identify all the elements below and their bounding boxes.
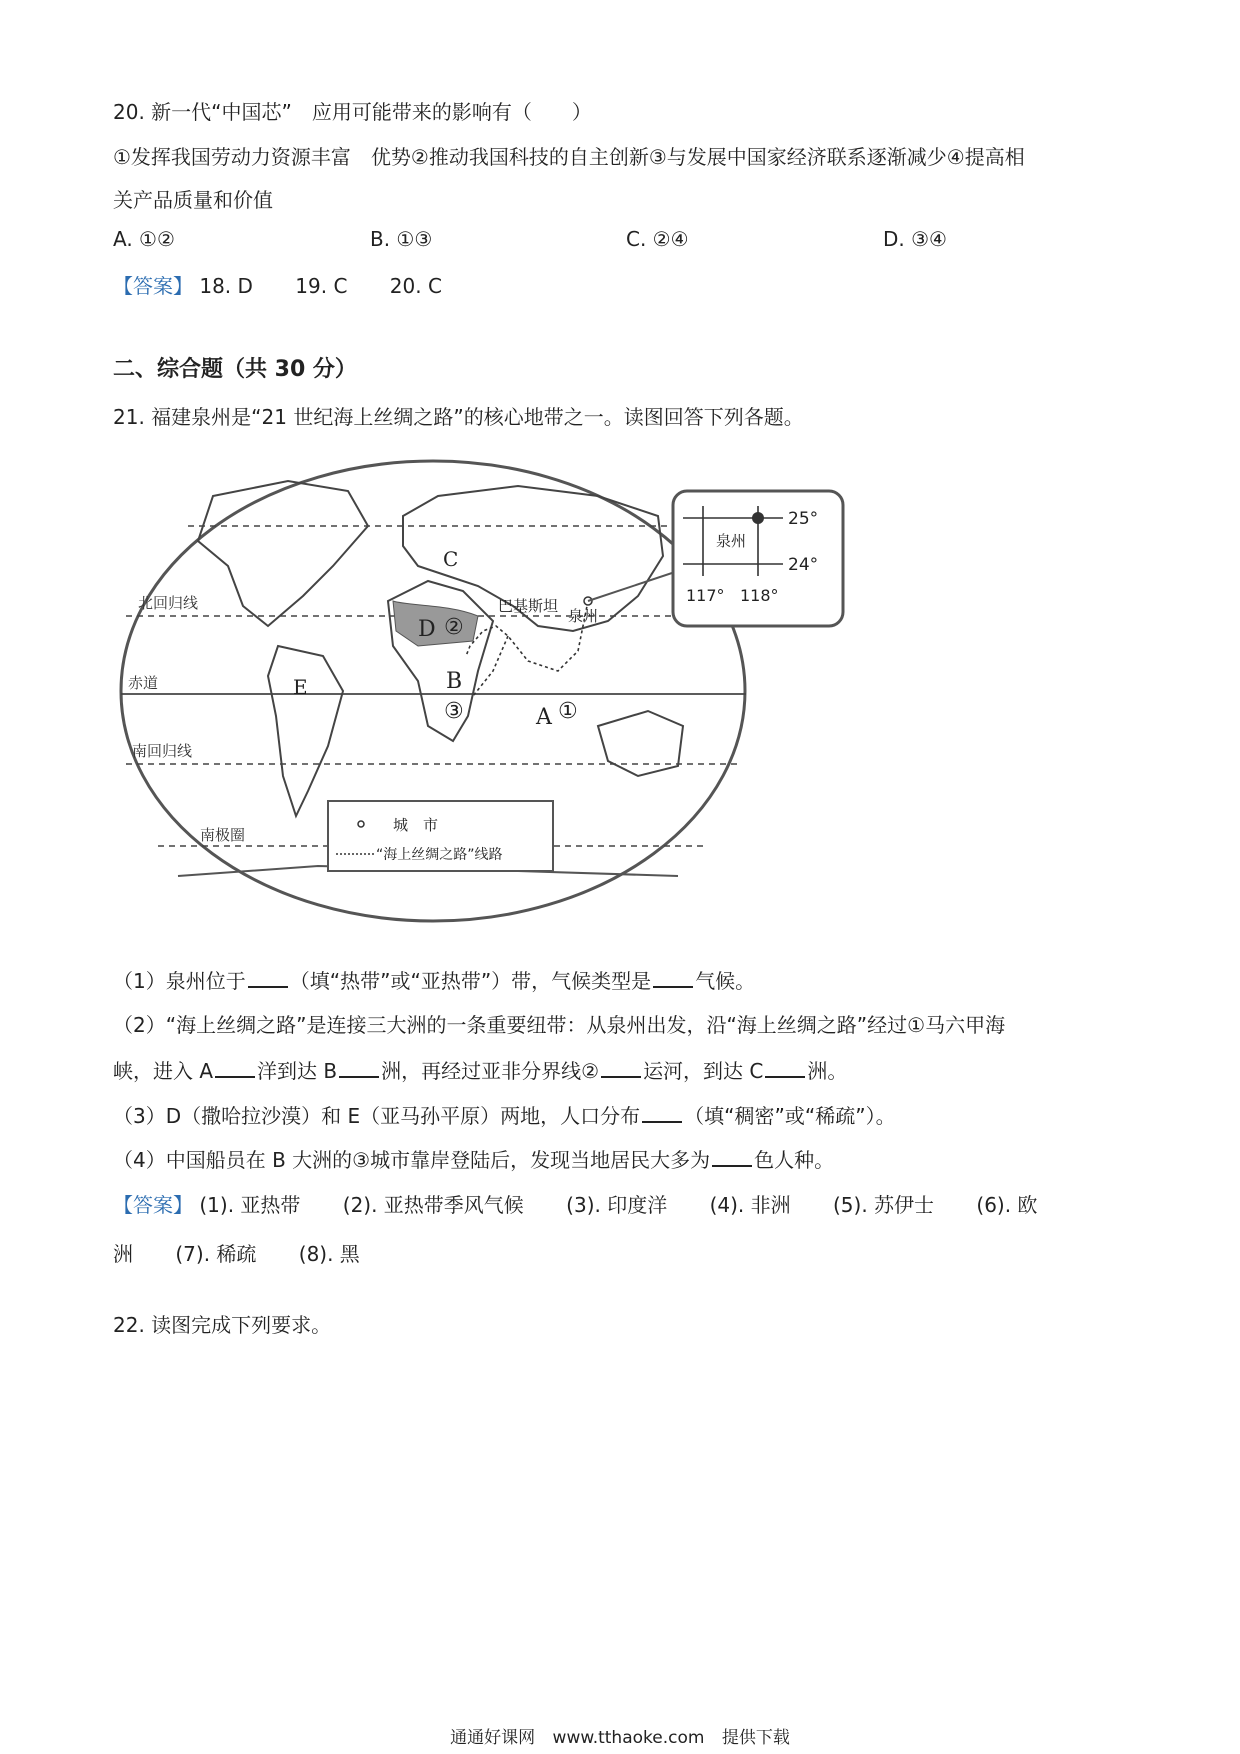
q21-part4: [113, 1144, 834, 1173]
answer-item: (5). 苏伊士: [832, 1193, 935, 1217]
tropic-capricorn-label: 南回归线: [132, 742, 193, 760]
answer-item: (7). 稀疏: [175, 1242, 257, 1266]
inset-lat1-label: 25°: [788, 509, 819, 529]
text-segment: 气候。: [695, 969, 756, 993]
inset-lat2-label: 24°: [788, 555, 819, 575]
text-segment: （3）D（撒哈拉沙漠）和 E（亚马孙平原）两地，人口分布: [113, 1104, 641, 1128]
answer-item: (8). 黑: [298, 1242, 360, 1266]
q20-option-a: A. ①②: [113, 227, 175, 251]
label-d: D: [418, 617, 436, 642]
world-map-figure: [118, 456, 948, 936]
label-a: A: [536, 705, 552, 730]
text-segment: （填“稠密”或“稀疏”）。: [684, 1104, 896, 1128]
q21-part1: [113, 965, 755, 994]
answer-blank[interactable]: [215, 1058, 255, 1078]
q21-stem: 21. 福建泉州是“21 世纪海上丝绸之路”的核心地带之一。读图回答下列各题。: [113, 405, 804, 429]
q20-statements-line1: ①发挥我国劳动力资源丰富 优势②推动我国科技的自主创新③与发展中国家经济联系逐渐减少④提高相: [113, 145, 1025, 169]
label-suez: ②: [444, 615, 464, 640]
answer-blank[interactable]: [712, 1147, 752, 1167]
q21-part2-line1: （2）“海上丝绸之路”是连接三大洲的一条重要纽带：从泉州出发，沿“海上丝绸之路”经过①马六甲海: [113, 1013, 1006, 1037]
text-segment: 洋到达 B: [257, 1059, 338, 1083]
answer-item: (6). 欧: [976, 1193, 1038, 1217]
label-city-3: ③: [444, 699, 464, 724]
answer-blank[interactable]: [653, 968, 693, 988]
answer-block-1: [113, 270, 478, 299]
text-segment: 洲。: [807, 1059, 848, 1083]
q20-option-c: C. ②④: [626, 227, 689, 251]
answer-blank[interactable]: [642, 1103, 682, 1123]
q20-statements-line2: 关产品质量和价值: [113, 188, 273, 212]
q21-part3: [113, 1100, 896, 1129]
answer-blank[interactable]: [765, 1058, 805, 1078]
equator-label: 赤道: [128, 674, 159, 692]
q20-option-d: D. ③④: [883, 227, 947, 251]
answer-item: (3). 印度洋: [566, 1193, 668, 1217]
text-segment: （4）中国船员在 B 大洲的③城市靠岸登陆后，发现当地居民大多为: [113, 1148, 711, 1172]
label-c: C: [443, 547, 459, 571]
footer-note: 提供下载: [721, 1728, 790, 1748]
answer-tag: 【答案】: [113, 274, 193, 298]
answer-blank[interactable]: [339, 1058, 379, 1078]
text-segment: 洲，再经过亚非分界线②: [381, 1059, 600, 1083]
answer-tag: 【答案】: [113, 1193, 193, 1217]
answer-item: 20. C: [389, 274, 442, 298]
antarctic-circle-label: 南极圈: [200, 826, 246, 844]
footer-site: 通通好课网: [450, 1728, 536, 1748]
footer-url[interactable]: www.tthaoke.com: [552, 1728, 705, 1748]
label-b: B: [446, 669, 463, 694]
answer-blank[interactable]: [248, 968, 288, 988]
section-heading: 二、综合题（共 30 分）: [113, 357, 357, 382]
label-quanzhou: 泉州: [568, 607, 599, 625]
text-segment: 峡，进入 A: [113, 1059, 214, 1083]
q20-option-b: B. ①③: [370, 227, 433, 251]
text-segment: 色人种。: [754, 1148, 835, 1172]
label-malacca: ①: [558, 699, 578, 724]
label-e: E: [293, 675, 308, 699]
answer-item: (4). 非洲: [709, 1193, 791, 1217]
answer-item: 18. D: [199, 274, 253, 298]
q21-part2-line2: [113, 1055, 847, 1084]
text-segment: 运河，到达 C: [643, 1059, 764, 1083]
answer-block-2-line2: [113, 1238, 396, 1267]
answer-block-2-line1: [113, 1189, 1073, 1218]
label-pakistan: 巴基斯坦: [498, 597, 559, 615]
q22-stem: 22. 读图完成下列要求。: [113, 1313, 332, 1337]
tropic-cancer-label: 北回归线: [138, 594, 199, 612]
answer-item: (2). 亚热带季风气候: [342, 1193, 524, 1217]
page-footer: [0, 1723, 1240, 1748]
answer-blank[interactable]: [601, 1058, 641, 1078]
inset-lon1-label: 117°: [686, 586, 725, 605]
text-segment: （填“热带”或“亚热带”）带，气候类型是: [289, 969, 652, 993]
inset-city-label: 泉州: [716, 532, 747, 550]
inset-lon2-label: 118°: [740, 586, 779, 605]
inset-quanzhou-dot: [752, 512, 764, 524]
legend-route-label: “海上丝绸之路”线路: [376, 847, 503, 863]
answer-item: 洲: [113, 1242, 133, 1266]
q20-stem: 20. 新一代“中国芯” 应用可能带来的影响有（ ）: [113, 100, 592, 124]
answer-item: 19. C: [295, 274, 348, 298]
text-segment: （1）泉州位于: [113, 969, 246, 993]
legend-city-icon: [358, 821, 364, 827]
answer-item: (1). 亚热带: [199, 1193, 301, 1217]
legend-city-label: 城 市: [393, 816, 439, 834]
